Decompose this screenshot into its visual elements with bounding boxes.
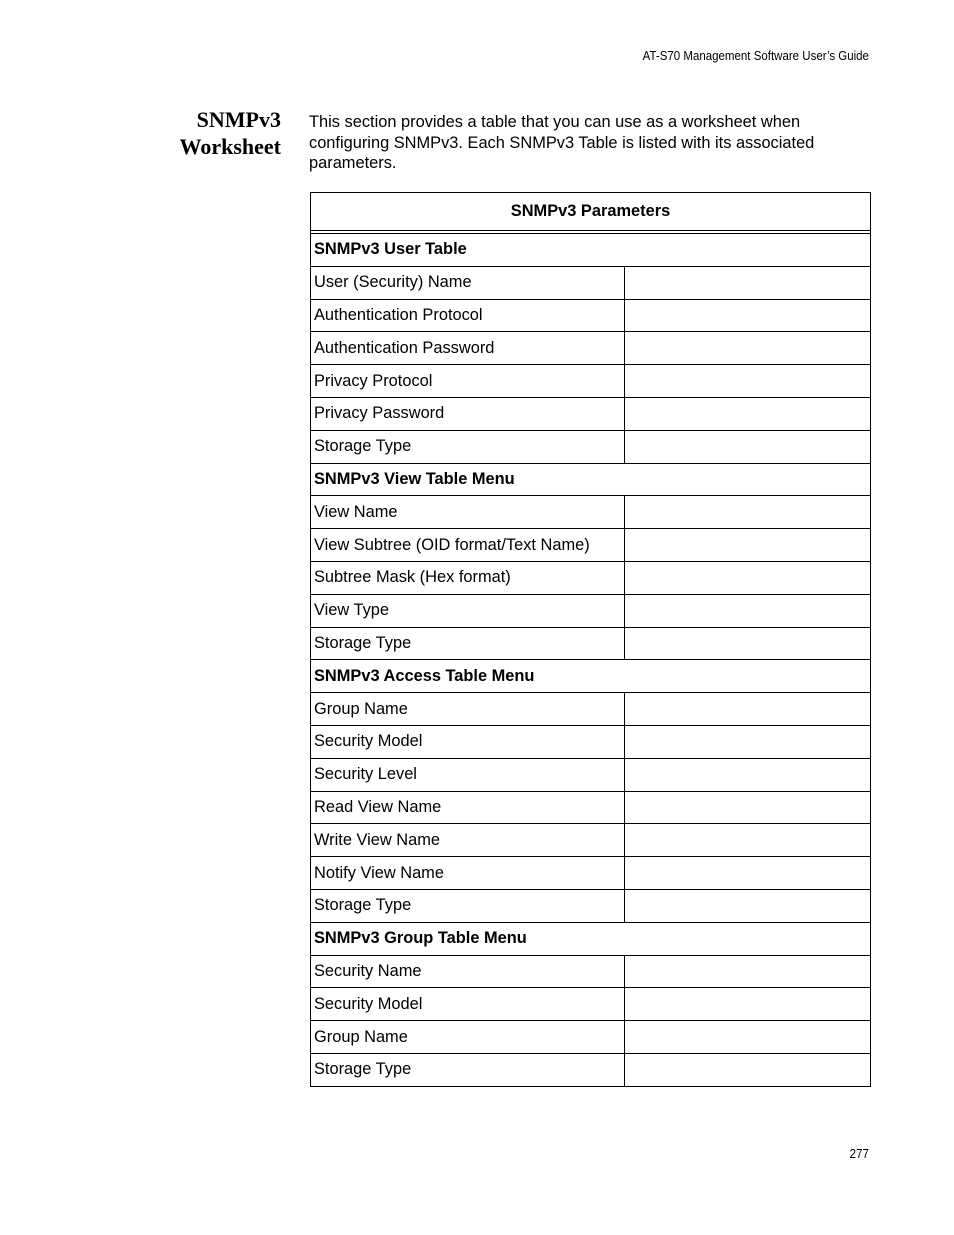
section-title: SNMPv3 User Table — [311, 234, 871, 267]
parameter-name: Storage Type — [311, 889, 625, 922]
section-row — [311, 660, 871, 693]
parameter-name: Security Level — [311, 758, 625, 791]
table-row — [311, 791, 871, 824]
parameter-value-blank — [625, 332, 871, 365]
parameter-value-blank — [625, 299, 871, 332]
table-row — [311, 988, 871, 1021]
parameter-name: Group Name — [311, 693, 625, 726]
table-row — [311, 824, 871, 857]
parameter-value-blank — [625, 561, 871, 594]
table-row — [311, 397, 871, 430]
parameter-name: View Type — [311, 594, 625, 627]
parameter-name: Security Name — [311, 955, 625, 988]
table-caption-row — [311, 193, 871, 231]
section-heading-line-2: Worksheet — [179, 134, 281, 159]
table-row — [311, 496, 871, 529]
parameter-value-blank — [625, 693, 871, 726]
parameter-name: Privacy Password — [311, 397, 625, 430]
table-row — [311, 725, 871, 758]
parameter-value-blank — [625, 889, 871, 922]
table-row — [311, 594, 871, 627]
parameter-name: Security Model — [311, 725, 625, 758]
table-row — [311, 693, 871, 726]
parameter-value-blank — [625, 791, 871, 824]
parameter-value-blank — [625, 266, 871, 299]
parameter-name: Storage Type — [311, 1053, 625, 1086]
section-title: SNMPv3 Group Table Menu — [311, 922, 871, 955]
table-row — [311, 758, 871, 791]
intro-paragraph: This section provides a table that you can use as a worksheet when configuring SNMPv3. Each SNMPv3 Table is listed with its associated parameters. — [309, 113, 815, 172]
section-heading-line-1: SNMPv3 — [196, 107, 281, 132]
parameter-name: Privacy Protocol — [311, 365, 625, 398]
section-heading — [150, 106, 281, 160]
table-caption: SNMPv3 Parameters — [311, 193, 871, 231]
table-row — [311, 332, 871, 365]
parameter-value-blank — [625, 627, 871, 660]
page-number: 277 — [849, 1147, 869, 1161]
section-title: SNMPv3 Access Table Menu — [311, 660, 871, 693]
section-row — [311, 463, 871, 496]
parameter-value-blank — [625, 857, 871, 890]
parameter-value-blank — [625, 496, 871, 529]
parameter-name: Write View Name — [311, 824, 625, 857]
parameter-name: Security Model — [311, 988, 625, 1021]
table-row — [311, 430, 871, 463]
parameter-name: Group Name — [311, 1021, 625, 1054]
parameter-value-blank — [625, 824, 871, 857]
section-row — [311, 922, 871, 955]
parameter-value-blank — [625, 725, 871, 758]
parameter-name: Storage Type — [311, 627, 625, 660]
table-row — [311, 266, 871, 299]
parameter-name: Subtree Mask (Hex format) — [311, 561, 625, 594]
table-row — [311, 955, 871, 988]
parameter-name: Authentication Protocol — [311, 299, 625, 332]
parameter-value-blank — [625, 430, 871, 463]
parameter-name: Notify View Name — [311, 857, 625, 890]
table-row — [311, 857, 871, 890]
section-title: SNMPv3 View Table Menu — [311, 463, 871, 496]
table-row — [311, 889, 871, 922]
parameter-value-blank — [625, 988, 871, 1021]
parameter-value-blank — [625, 758, 871, 791]
parameter-value-blank — [625, 1053, 871, 1086]
parameter-name: Read View Name — [311, 791, 625, 824]
parameter-name: View Name — [311, 496, 625, 529]
parameter-name: User (Security) Name — [311, 266, 625, 299]
parameter-value-blank — [625, 955, 871, 988]
parameter-value-blank — [625, 365, 871, 398]
parameter-name: View Subtree (OID format/Text Name) — [311, 529, 625, 562]
table-row — [311, 561, 871, 594]
parameter-value-blank — [625, 594, 871, 627]
running-header: AT-S70 Management Software User’s Guide — [642, 49, 869, 63]
table-row — [311, 1021, 871, 1054]
parameter-name: Storage Type — [311, 430, 625, 463]
table-body — [311, 231, 871, 1087]
parameter-value-blank — [625, 397, 871, 430]
section-row — [311, 234, 871, 267]
parameter-value-blank — [625, 1021, 871, 1054]
parameter-name: Authentication Password — [311, 332, 625, 365]
table-row — [311, 1053, 871, 1086]
table-row — [311, 529, 871, 562]
table-row — [311, 299, 871, 332]
table-row — [311, 365, 871, 398]
snmpv3-worksheet-table — [310, 192, 871, 1087]
parameter-value-blank — [625, 529, 871, 562]
table-row — [311, 627, 871, 660]
